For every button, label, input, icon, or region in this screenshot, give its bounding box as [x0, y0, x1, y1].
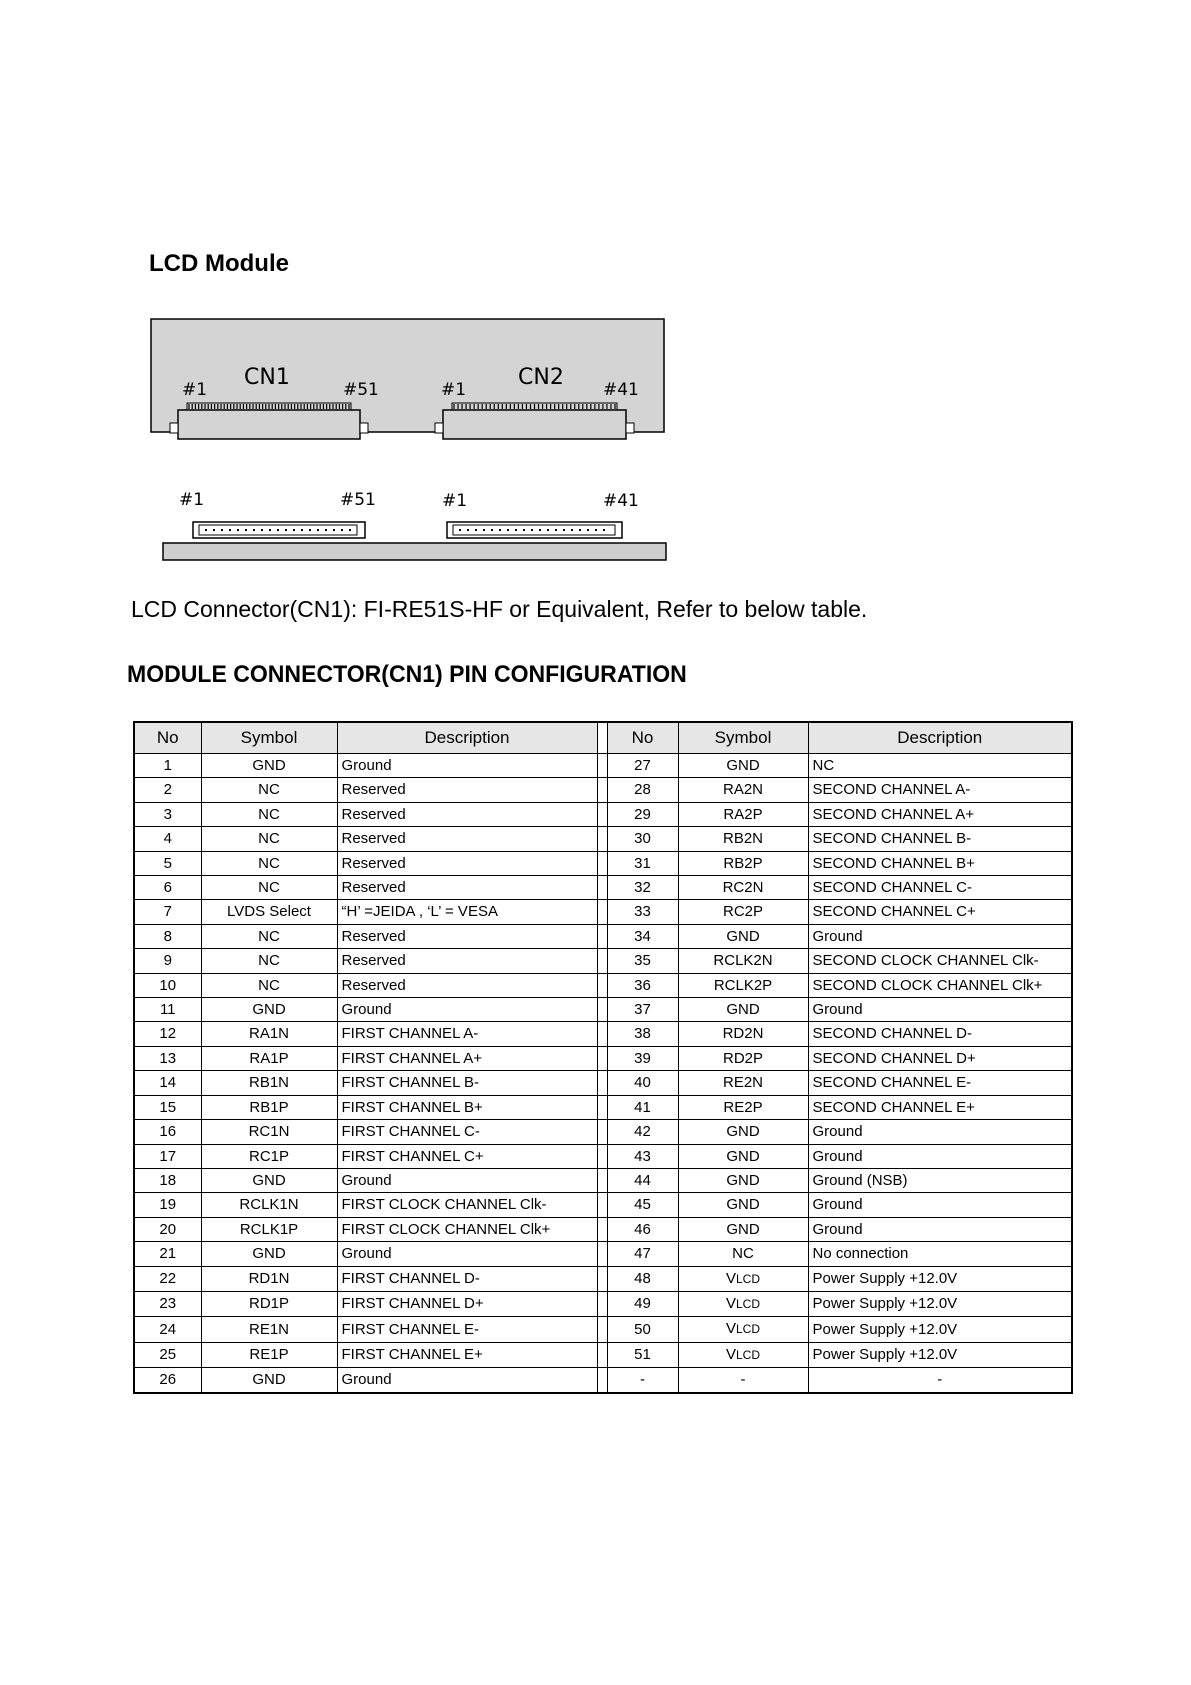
pin-number: 40: [607, 1071, 678, 1095]
lcd-module-diagram: [130, 300, 690, 570]
pin-symbol: RD2P: [678, 1046, 808, 1070]
table-row: [134, 1168, 1072, 1192]
column-separator: [597, 1368, 607, 1393]
pin-description: Ground: [808, 1193, 1072, 1217]
symbol-subscript: LCD: [736, 1322, 761, 1337]
pin-number: 36: [607, 973, 678, 997]
pin-number: 18: [134, 1168, 201, 1192]
cn2-side-socket: [447, 522, 622, 538]
section-title: LCD Module: [149, 250, 289, 277]
pin-description: FIRST CHANNEL D-: [337, 1266, 597, 1291]
pin-symbol: GND: [678, 1217, 808, 1241]
pin-number: 5: [134, 851, 201, 875]
pin-symbol: GND: [201, 1168, 337, 1192]
pin-description: FIRST CHANNEL B+: [337, 1095, 597, 1119]
pin-symbol: -: [678, 1368, 808, 1393]
cn2-side-end-label: #41: [603, 491, 639, 511]
header-symbol-right: Symbol: [678, 722, 808, 754]
pin-description: SECOND CLOCK CHANNEL Clk+: [808, 973, 1072, 997]
header-symbol: Symbol: [201, 722, 337, 754]
symbol-subscript: LCD: [736, 1347, 761, 1362]
header-description: Description: [337, 722, 597, 754]
pin-description: No connection: [808, 1242, 1072, 1266]
pin-symbol: RB1N: [201, 1071, 337, 1095]
pin-number: 21: [134, 1242, 201, 1266]
table-row: [134, 973, 1072, 997]
pin-number: 1: [134, 754, 201, 778]
pin-description: SECOND CHANNEL D-: [808, 1022, 1072, 1046]
column-separator: [597, 1022, 607, 1046]
pin-number: 45: [607, 1193, 678, 1217]
header-no: No: [134, 722, 201, 754]
column-separator: [597, 949, 607, 973]
pin-symbol: GND: [678, 1193, 808, 1217]
table-row: [134, 1046, 1072, 1070]
column-separator: [597, 900, 607, 924]
column-separator: [597, 827, 607, 851]
pin-number: -: [607, 1368, 678, 1393]
pin-number: 39: [607, 1046, 678, 1070]
pin-description: FIRST CHANNEL B-: [337, 1071, 597, 1095]
column-separator: [597, 1071, 607, 1095]
pin-number: 11: [134, 998, 201, 1022]
pin-number: 32: [607, 876, 678, 900]
table-row: [134, 1022, 1072, 1046]
table-row: [134, 1342, 1072, 1367]
pin-number: 9: [134, 949, 201, 973]
column-separator: [597, 1144, 607, 1168]
column-separator: [597, 1266, 607, 1291]
cn2-side-start-label: #1: [442, 491, 468, 511]
pin-symbol: GND: [678, 754, 808, 778]
table-row: [134, 1291, 1072, 1316]
table-row: [134, 1266, 1072, 1291]
pin-symbol: RCLK2P: [678, 973, 808, 997]
header-description-right: Description: [808, 722, 1072, 754]
pcb-board: [163, 543, 666, 560]
pin-description: SECOND CHANNEL E+: [808, 1095, 1072, 1119]
pin-number: 20: [134, 1217, 201, 1241]
pin-description: Ground: [337, 998, 597, 1022]
table-title: MODULE CONNECTOR(CN1) PIN CONFIGURATION: [127, 661, 687, 688]
pin-description: Reserved: [337, 924, 597, 948]
pin-number: 31: [607, 851, 678, 875]
table-row: [134, 1217, 1072, 1241]
pin-number: 10: [134, 973, 201, 997]
table-row: [134, 754, 1072, 778]
pin-number: 22: [134, 1266, 201, 1291]
column-separator: [597, 998, 607, 1022]
pin-symbol: GND: [201, 1368, 337, 1393]
pin-number: 42: [607, 1120, 678, 1144]
pin-description: SECOND CHANNEL B-: [808, 827, 1072, 851]
cn1-side-socket: [193, 522, 365, 538]
pin-number: 7: [134, 900, 201, 924]
pin-number: 38: [607, 1022, 678, 1046]
table-header-row: [134, 722, 1072, 754]
pin-description: Ground: [337, 1168, 597, 1192]
pin-symbol: GND: [201, 754, 337, 778]
pin-number: 51: [607, 1342, 678, 1367]
column-separator: [597, 1046, 607, 1070]
pin-symbol: GND: [678, 1120, 808, 1144]
cn2-pins: [454, 404, 615, 409]
pin-symbol: GND: [201, 998, 337, 1022]
pin-number: 47: [607, 1242, 678, 1266]
pin-number: 16: [134, 1120, 201, 1144]
pin-description: SECOND CHANNEL E-: [808, 1071, 1072, 1095]
table-row: [134, 1095, 1072, 1119]
pin-number: 48: [607, 1266, 678, 1291]
pin-symbol: RB2P: [678, 851, 808, 875]
column-separator: [597, 1193, 607, 1217]
pin-number: 43: [607, 1144, 678, 1168]
pin-number: 3: [134, 802, 201, 826]
pin-table-body: [134, 754, 1072, 1393]
pin-description: -: [808, 1368, 1072, 1393]
cn1-end-label: #51: [343, 380, 379, 400]
pin-configuration-table-wrap: [133, 721, 1071, 1394]
pin-symbol: RC2N: [678, 876, 808, 900]
cn1-side-start-label: #1: [179, 490, 205, 510]
pin-symbol: RCLK1N: [201, 1193, 337, 1217]
pin-number: 37: [607, 998, 678, 1022]
pin-symbol: NC: [201, 924, 337, 948]
pin-symbol: NC: [201, 851, 337, 875]
pin-number: 2: [134, 778, 201, 802]
pin-description: Ground: [808, 1120, 1072, 1144]
pin-description: Ground: [808, 998, 1072, 1022]
pin-description: “H’ =JEIDA , ‘L’ = VESA: [337, 900, 597, 924]
column-separator: [597, 851, 607, 875]
pin-symbol: NC: [201, 827, 337, 851]
table-row: [134, 1317, 1072, 1342]
pin-description: Reserved: [337, 778, 597, 802]
pin-number: 6: [134, 876, 201, 900]
pin-symbol: VLCD: [678, 1317, 808, 1342]
pin-symbol: RD2N: [678, 1022, 808, 1046]
pin-number: 27: [607, 754, 678, 778]
pin-symbol: RE2N: [678, 1071, 808, 1095]
table-row: [134, 1071, 1072, 1095]
pin-number: 25: [134, 1342, 201, 1367]
pin-description: Power Supply +12.0V: [808, 1317, 1072, 1342]
pin-symbol: RC1N: [201, 1120, 337, 1144]
cn1-label: CN1: [244, 365, 290, 390]
pin-description: NC: [808, 754, 1072, 778]
pin-description: SECOND CHANNEL A-: [808, 778, 1072, 802]
pin-symbol: NC: [201, 876, 337, 900]
column-separator: [597, 722, 607, 754]
pin-configuration-table: [133, 721, 1073, 1394]
cn2-end-label: #41: [603, 380, 639, 400]
pin-number: 46: [607, 1217, 678, 1241]
pin-description: SECOND CHANNEL B+: [808, 851, 1072, 875]
symbol-subscript: LCD: [736, 1296, 761, 1311]
column-separator: [597, 1095, 607, 1119]
pin-description: Reserved: [337, 973, 597, 997]
column-separator: [597, 778, 607, 802]
pin-number: 13: [134, 1046, 201, 1070]
pin-description: Power Supply +12.0V: [808, 1342, 1072, 1367]
pin-description: SECOND CHANNEL C-: [808, 876, 1072, 900]
pin-symbol: RCLK2N: [678, 949, 808, 973]
pin-symbol: RD1P: [201, 1291, 337, 1316]
cn2-label: CN2: [518, 365, 564, 390]
pin-number: 23: [134, 1291, 201, 1316]
pin-symbol: GND: [678, 998, 808, 1022]
table-row: [134, 827, 1072, 851]
pin-number: 34: [607, 924, 678, 948]
cn1-connector: [178, 410, 360, 439]
pin-description: SECOND CHANNEL C+: [808, 900, 1072, 924]
pin-number: 30: [607, 827, 678, 851]
pin-description: Ground: [808, 1217, 1072, 1241]
pin-description: FIRST CLOCK CHANNEL Clk-: [337, 1193, 597, 1217]
pin-number: 15: [134, 1095, 201, 1119]
table-row: [134, 778, 1072, 802]
pin-symbol: RE2P: [678, 1095, 808, 1119]
pin-number: 44: [607, 1168, 678, 1192]
pin-description: Ground: [337, 1242, 597, 1266]
pin-symbol: NC: [201, 778, 337, 802]
pin-symbol: RB2N: [678, 827, 808, 851]
pin-symbol: RA2P: [678, 802, 808, 826]
pin-symbol: RC1P: [201, 1144, 337, 1168]
pin-description: FIRST CHANNEL C+: [337, 1144, 597, 1168]
pin-description: Power Supply +12.0V: [808, 1291, 1072, 1316]
pin-symbol: RD1N: [201, 1266, 337, 1291]
table-row: [134, 1120, 1072, 1144]
pin-number: 8: [134, 924, 201, 948]
pin-description: FIRST CHANNEL E-: [337, 1317, 597, 1342]
pin-description: FIRST CHANNEL C-: [337, 1120, 597, 1144]
column-separator: [597, 876, 607, 900]
pin-number: 33: [607, 900, 678, 924]
column-separator: [597, 1342, 607, 1367]
column-separator: [597, 1317, 607, 1342]
pin-description: FIRST CHANNEL A-: [337, 1022, 597, 1046]
pin-description: SECOND CLOCK CHANNEL Clk-: [808, 949, 1072, 973]
pin-symbol: RE1N: [201, 1317, 337, 1342]
pin-description: Ground: [808, 1144, 1072, 1168]
column-separator: [597, 1242, 607, 1266]
pin-description: Power Supply +12.0V: [808, 1266, 1072, 1291]
header-no-right: No: [607, 722, 678, 754]
pin-symbol: VLCD: [678, 1266, 808, 1291]
pin-symbol: RC2P: [678, 900, 808, 924]
pin-number: 14: [134, 1071, 201, 1095]
pin-description: Reserved: [337, 851, 597, 875]
connector-note: LCD Connector(CN1): FI-RE51S-HF or Equivalent, Refer to below table.: [131, 596, 868, 622]
pin-symbol: RA1P: [201, 1046, 337, 1070]
pin-symbol: GND: [678, 924, 808, 948]
pin-symbol: RE1P: [201, 1342, 337, 1367]
column-separator: [597, 802, 607, 826]
cn2-connector: [443, 410, 626, 439]
pin-number: 17: [134, 1144, 201, 1168]
pin-symbol: LVDS Select: [201, 900, 337, 924]
pin-description: Reserved: [337, 827, 597, 851]
pin-symbol: GND: [678, 1144, 808, 1168]
pin-description: Ground: [337, 754, 597, 778]
table-row: [134, 924, 1072, 948]
pin-symbol: RB1P: [201, 1095, 337, 1119]
pin-description: Reserved: [337, 949, 597, 973]
pin-symbol: VLCD: [678, 1342, 808, 1367]
cn1-start-label: #1: [182, 380, 208, 400]
pin-number: 35: [607, 949, 678, 973]
column-separator: [597, 754, 607, 778]
table-row: [134, 1368, 1072, 1393]
pin-description: Ground: [808, 924, 1072, 948]
pin-symbol: RCLK1P: [201, 1217, 337, 1241]
pin-number: 26: [134, 1368, 201, 1393]
pin-description: FIRST CLOCK CHANNEL Clk+: [337, 1217, 597, 1241]
pin-description: Reserved: [337, 876, 597, 900]
pin-description: FIRST CHANNEL D+: [337, 1291, 597, 1316]
pin-number: 28: [607, 778, 678, 802]
pin-description: Reserved: [337, 802, 597, 826]
pin-symbol: NC: [678, 1242, 808, 1266]
column-separator: [597, 1120, 607, 1144]
table-row: [134, 949, 1072, 973]
pin-symbol: VLCD: [678, 1291, 808, 1316]
pin-number: 24: [134, 1317, 201, 1342]
cn2-start-label: #1: [441, 380, 467, 400]
pin-number: 29: [607, 802, 678, 826]
pin-symbol: RA1N: [201, 1022, 337, 1046]
pin-number: 41: [607, 1095, 678, 1119]
column-separator: [597, 1217, 607, 1241]
pin-description: FIRST CHANNEL E+: [337, 1342, 597, 1367]
pin-symbol: GND: [678, 1168, 808, 1192]
cn1-side-end-label: #51: [340, 490, 376, 510]
pin-number: 49: [607, 1291, 678, 1316]
column-separator: [597, 1168, 607, 1192]
pin-description: Ground: [337, 1368, 597, 1393]
pin-symbol: NC: [201, 949, 337, 973]
table-row: [134, 851, 1072, 875]
column-separator: [597, 1291, 607, 1316]
column-separator: [597, 973, 607, 997]
pin-description: SECOND CHANNEL D+: [808, 1046, 1072, 1070]
table-row: [134, 1242, 1072, 1266]
pin-description: Ground (NSB): [808, 1168, 1072, 1192]
table-row: [134, 876, 1072, 900]
pin-description: FIRST CHANNEL A+: [337, 1046, 597, 1070]
pin-symbol: NC: [201, 973, 337, 997]
pin-symbol: RA2N: [678, 778, 808, 802]
pin-number: 4: [134, 827, 201, 851]
pin-number: 50: [607, 1317, 678, 1342]
pin-number: 19: [134, 1193, 201, 1217]
table-row: [134, 802, 1072, 826]
table-row: [134, 998, 1072, 1022]
pin-symbol: NC: [201, 802, 337, 826]
pin-description: SECOND CHANNEL A+: [808, 802, 1072, 826]
pin-number: 12: [134, 1022, 201, 1046]
table-row: [134, 900, 1072, 924]
pin-symbol: GND: [201, 1242, 337, 1266]
table-row: [134, 1193, 1072, 1217]
symbol-subscript: LCD: [736, 1271, 761, 1286]
column-separator: [597, 924, 607, 948]
table-row: [134, 1144, 1072, 1168]
